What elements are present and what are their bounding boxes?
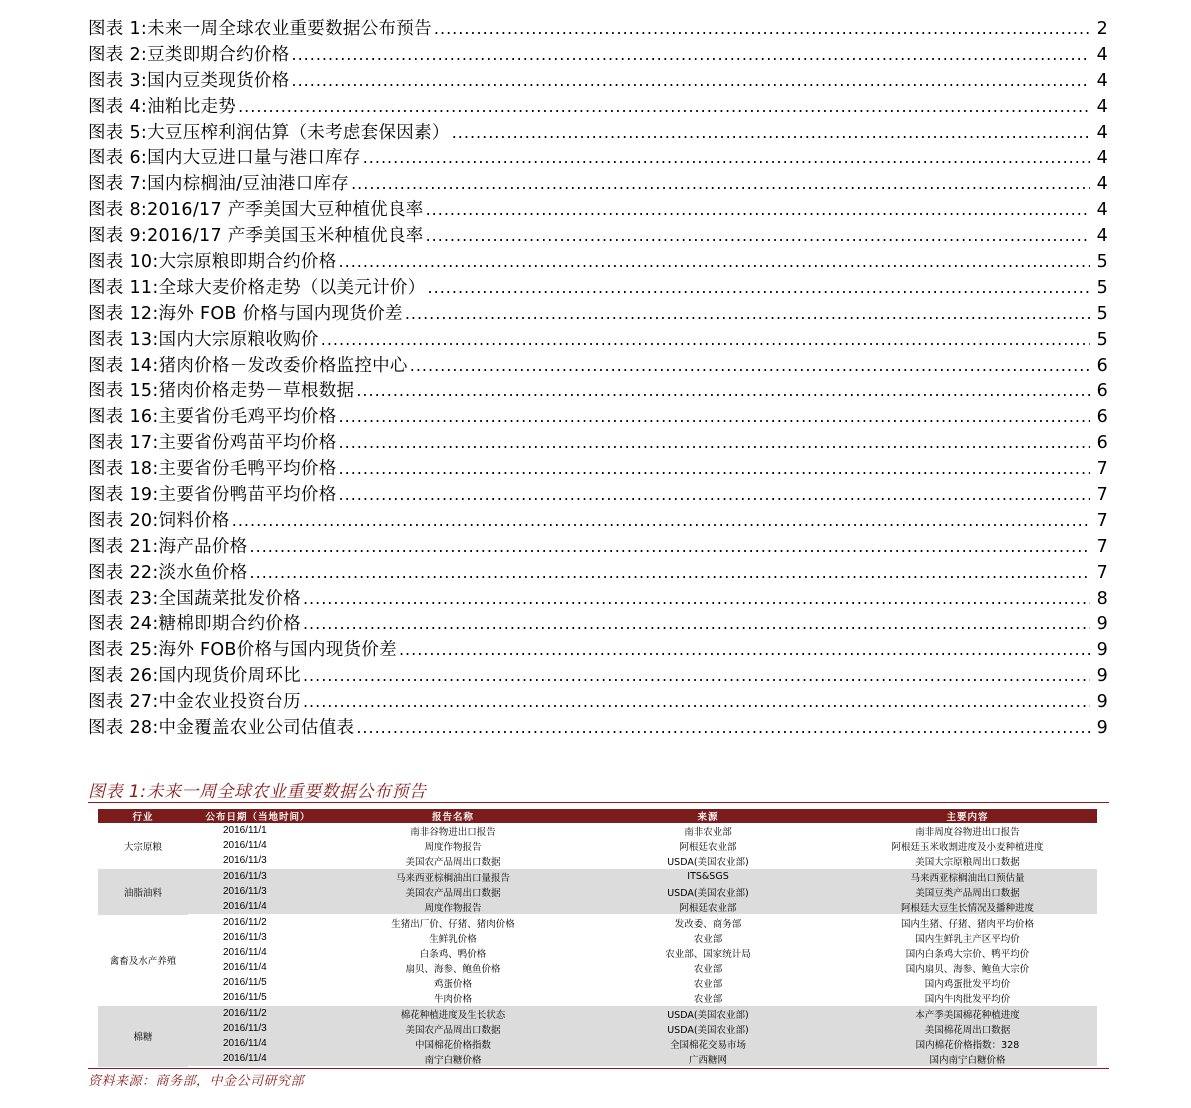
table-row (98, 945, 1097, 960)
date-cell: 2016/11/3 (188, 853, 328, 869)
source-cell: USDA(美国农业部) (578, 884, 838, 899)
toc-entry-label: 图表 2:豆类即期合约价格 (88, 44, 290, 65)
toc-entry-label: 图表 4:油粕比走势 (88, 96, 237, 117)
toc-dot-leader (250, 560, 1090, 586)
toc-entry[interactable] (88, 611, 1108, 637)
source-note: 资料来源：商务部，中金公司研究部 (88, 1074, 305, 1089)
content-cell: 国内牛肉批发平均价 (838, 990, 1097, 1006)
toc-entry-page: 7 (1096, 510, 1108, 531)
toc-dot-leader (321, 327, 1090, 353)
toc-entry-page: 4 (1096, 174, 1108, 195)
date-cell: 2016/11/2 (188, 915, 328, 931)
source-cell: 全国棉花交易市场 (578, 1036, 838, 1051)
toc-entry-page: 5 (1096, 303, 1108, 324)
content-cell: 马来西亚棕榈油出口预估量 (838, 869, 1097, 885)
report-cell: 棉花种植进度及生长状态 (328, 1006, 578, 1022)
table-row (98, 975, 1097, 990)
report-cell: 鸡蛋价格 (328, 975, 578, 990)
toc-dot-leader (339, 404, 1090, 430)
toc-dot-leader (238, 94, 1090, 120)
table-row (98, 915, 1097, 931)
toc-entry-page: 4 (1096, 44, 1108, 65)
source-cell: USDA(美国农业部) (578, 853, 838, 869)
toc-entry[interactable] (88, 508, 1108, 534)
toc-entry-page: 4 (1096, 96, 1108, 117)
toc-entry-label: 图表 6:国内大豆进口量与港口库存 (88, 148, 361, 169)
table-row (98, 823, 1097, 838)
toc-entry-page: 4 (1096, 200, 1108, 221)
toc-entry[interactable] (88, 637, 1108, 663)
toc-dot-leader (339, 456, 1090, 482)
source-cell: 发改委、商务部 (578, 915, 838, 931)
date-cell: 2016/11/4 (188, 960, 328, 975)
toc-entry-page: 9 (1096, 640, 1108, 661)
toc-entry[interactable] (88, 275, 1108, 301)
table-row (98, 960, 1097, 975)
toc-entry-label: 图表 12:海外 FOB 价格与国内现货价差 (88, 303, 403, 324)
report-cell: 南非谷物进出口报告 (328, 823, 578, 838)
date-cell: 2016/11/4 (188, 899, 328, 915)
toc-entry[interactable] (88, 353, 1108, 379)
content-cell: 国内扇贝、海参、鲍鱼大宗价 (838, 960, 1097, 975)
toc-entry[interactable] (88, 430, 1108, 456)
toc-dot-leader (292, 68, 1091, 94)
toc-entry[interactable] (88, 586, 1108, 612)
toc-entry-page: 7 (1096, 459, 1108, 480)
toc-entry-label: 图表 14:猪肉价格－发改委价格监控中心 (88, 355, 408, 376)
toc-dot-leader (303, 663, 1090, 689)
report-cell: 白条鸡、鸭价格 (328, 945, 578, 960)
toc-entry-page: 9 (1096, 666, 1108, 687)
content-cell: 国内白条鸡大宗价、鸭平均价 (838, 945, 1097, 960)
toc-entry[interactable] (88, 378, 1108, 404)
toc-entry-label: 图表 22:淡水鱼价格 (88, 562, 248, 583)
date-cell: 2016/11/4 (188, 1051, 328, 1067)
header-date: 公布日期（当地时间） (188, 809, 328, 823)
content-cell: 国内棉花价格指数：328 (838, 1036, 1097, 1051)
toc-entry-page: 6 (1096, 355, 1108, 376)
toc-entry-label: 图表 9:2016/17 产季美国玉米种植优良率 (88, 226, 424, 247)
toc-entry-label: 图表 19:主要省份鸭苗平均价格 (88, 485, 337, 506)
source-cell: 阿根廷农业部 (578, 838, 838, 853)
toc-entry-page: 7 (1096, 562, 1108, 583)
toc-entry-label: 图表 21:海产品价格 (88, 536, 248, 557)
table-row (98, 1051, 1097, 1067)
toc-entry[interactable] (88, 715, 1108, 741)
toc-dot-leader (292, 42, 1091, 68)
table-of-figures (88, 16, 1108, 741)
toc-entry[interactable] (88, 120, 1108, 146)
table-header-row (98, 809, 1097, 823)
table-row (98, 884, 1097, 899)
toc-entry-label: 图表 25:海外 FOB价格与国内现货价差 (88, 640, 397, 661)
toc-entry-label: 图表 27:中金农业投资台历 (88, 692, 301, 713)
date-cell: 2016/11/3 (188, 1021, 328, 1036)
table-row (98, 869, 1097, 885)
toc-entry[interactable] (88, 94, 1108, 120)
toc-entry[interactable] (88, 171, 1108, 197)
toc-entry[interactable] (88, 327, 1108, 353)
toc-entry[interactable] (88, 301, 1108, 327)
header-content: 主要内容 (838, 809, 1097, 823)
table-row (98, 1006, 1097, 1022)
table-row (98, 990, 1097, 1006)
toc-entry-label: 图表 7:国内棕榈油/豆油港口库存 (88, 174, 350, 195)
date-cell: 2016/11/3 (188, 869, 328, 885)
content-cell: 国内鸡蛋批发平均价 (838, 975, 1097, 990)
toc-dot-leader (426, 197, 1090, 223)
toc-entry-label: 图表 23:全国蔬菜批发价格 (88, 588, 301, 609)
toc-dot-leader (303, 611, 1090, 637)
toc-entry[interactable] (88, 197, 1108, 223)
report-cell: 牛肉价格 (328, 990, 578, 1006)
date-cell: 2016/11/4 (188, 1036, 328, 1051)
source-cell: 农业部 (578, 960, 838, 975)
toc-entry-page: 2 (1096, 19, 1108, 39)
toc-entry-page: 5 (1096, 252, 1108, 273)
toc-entry-page: 5 (1096, 277, 1108, 298)
toc-entry-label: 图表 15:猪肉价格走势－草根数据 (88, 381, 355, 402)
toc-entry-page: 4 (1096, 148, 1108, 169)
toc-entry[interactable] (88, 249, 1108, 275)
industry-cell: 大宗原粮 (98, 823, 188, 869)
toc-entry-label: 图表 20:饲料价格 (88, 510, 230, 531)
toc-dot-leader (339, 482, 1090, 508)
source-cell: 农业部、国家统计局 (578, 945, 838, 960)
toc-entry-label: 图表 16:主要省份毛鸡平均价格 (88, 407, 337, 428)
content-cell: 美国豆类产品周出口数据 (838, 884, 1097, 899)
content-cell: 美国棉花周出口数据 (838, 1021, 1097, 1036)
toc-entry[interactable] (88, 689, 1108, 715)
toc-dot-leader (356, 715, 1090, 741)
report-cell: 扇贝、海参、鲍鱼价格 (328, 960, 578, 975)
content-cell: 国内生猪、仔猪、猪肉平均价格 (838, 915, 1097, 931)
toc-entry[interactable] (88, 663, 1108, 689)
source-cell: USDA(美国农业部) (578, 1021, 838, 1036)
toc-entry-label: 图表 11:全球大麦价格走势（以美元计价） (88, 277, 426, 298)
toc-dot-leader (434, 16, 1090, 42)
date-cell: 2016/11/3 (188, 884, 328, 899)
toc-dot-leader (363, 145, 1090, 171)
report-cell: 马来西亚棕榈油出口量报告 (328, 869, 578, 885)
toc-dot-leader (426, 223, 1090, 249)
content-cell: 美国大宗原粮周出口数据 (838, 853, 1097, 869)
content-cell: 国内南宁白糖价格 (838, 1051, 1097, 1067)
toc-entry-label: 图表 8:2016/17 产季美国大豆种植优良率 (88, 200, 424, 221)
report-cell: 生猪出厂价、仔猪、猪肉价格 (328, 915, 578, 931)
toc-entry[interactable] (88, 534, 1108, 560)
toc-entry-label: 图表 5:大豆压榨利润估算（未考虑套保因素） (88, 122, 450, 143)
content-cell: 南非周度谷物进出口报告 (838, 823, 1097, 838)
table-row (98, 899, 1097, 915)
toc-entry-page: 4 (1096, 122, 1108, 143)
toc-entry-label: 图表 28:中金覆盖农业公司估值表 (88, 718, 355, 739)
content-cell: 阿根廷大豆生长情况及播种进度 (838, 899, 1097, 915)
toc-entry-page: 6 (1096, 407, 1108, 428)
content-cell: 阿根廷玉米收割进度及小麦种植进度 (838, 838, 1097, 853)
toc-dot-leader (356, 378, 1090, 404)
toc-entry-label: 图表 26:国内现货价周环比 (88, 666, 301, 687)
report-cell: 美国农产品周出口数据 (328, 1021, 578, 1036)
toc-dot-leader (232, 508, 1090, 534)
source-cell: 农业部 (578, 975, 838, 990)
report-cell: 中国棉花价格指数 (328, 1036, 578, 1051)
table-row (98, 838, 1097, 853)
source-cell: 农业部 (578, 930, 838, 945)
toc-entry-label: 图表 13:国内大宗原粮收购价 (88, 329, 319, 350)
toc-entry-page: 5 (1096, 329, 1108, 350)
toc-entry-label: 图表 24:糖棉即期合约价格 (88, 614, 301, 635)
date-cell: 2016/11/5 (188, 990, 328, 1006)
table-row (98, 853, 1097, 869)
source-cell: ITS&SGS (578, 869, 838, 885)
content-cell: 本产季美国棉花种植进度 (838, 1006, 1097, 1022)
industry-cell: 禽畜及水产养殖 (98, 915, 188, 1006)
toc-dot-leader (250, 534, 1090, 560)
report-cell: 南宁白糖价格 (328, 1051, 578, 1067)
toc-entry-page: 6 (1096, 433, 1108, 454)
toc-dot-leader (452, 120, 1090, 146)
toc-entry[interactable] (88, 456, 1108, 482)
toc-entry[interactable] (88, 482, 1108, 508)
toc-entry[interactable] (88, 145, 1108, 171)
date-cell: 2016/11/3 (188, 930, 328, 945)
toc-dot-leader (410, 353, 1090, 379)
date-cell: 2016/11/5 (188, 975, 328, 990)
toc-entry-page: 8 (1096, 588, 1108, 609)
report-cell: 生鲜乳价格 (328, 930, 578, 945)
table-row (98, 930, 1097, 945)
toc-dot-leader (428, 275, 1090, 301)
toc-entry[interactable] (88, 560, 1108, 586)
toc-entry[interactable] (88, 404, 1108, 430)
toc-entry-label: 图表 18:主要省份毛鸭平均价格 (88, 459, 337, 480)
source-cell: 广西糖网 (578, 1051, 838, 1067)
date-cell: 2016/11/2 (188, 1006, 328, 1022)
industry-cell: 油脂油料 (98, 869, 188, 915)
table-row (98, 1021, 1097, 1036)
date-cell: 2016/11/4 (188, 945, 328, 960)
toc-entry-page: 9 (1096, 614, 1108, 635)
content-cell: 国内生鲜乳主产区平均价 (838, 930, 1097, 945)
date-cell: 2016/11/4 (188, 838, 328, 853)
toc-entry-page: 4 (1096, 226, 1108, 247)
toc-dot-leader (303, 586, 1090, 612)
header-industry: 行业 (98, 809, 188, 823)
source-cell: 阿根廷农业部 (578, 899, 838, 915)
toc-entry[interactable] (88, 16, 1108, 42)
figure-caption: 图表 1:未来一周全球农业重要数据公布预告 (88, 782, 427, 802)
industry-cell: 棉糖 (98, 1006, 188, 1067)
toc-entry[interactable] (88, 42, 1108, 68)
source-cell: 农业部 (578, 990, 838, 1006)
data-release-table (98, 809, 1097, 1067)
date-cell: 2016/11/1 (188, 823, 328, 838)
toc-dot-leader (303, 689, 1090, 715)
header-report: 报告名称 (328, 809, 578, 823)
source-rule (88, 1068, 1109, 1069)
caption-rule (88, 802, 1109, 803)
toc-entry[interactable] (88, 223, 1108, 249)
toc-entry-page: 6 (1096, 381, 1108, 402)
toc-entry-label: 图表 1:未来一周全球农业重要数据公布预告 (88, 19, 432, 39)
header-source: 来源 (578, 809, 838, 823)
toc-dot-leader (399, 637, 1090, 663)
toc-entry-page: 4 (1096, 70, 1108, 91)
source-cell: 南非农业部 (578, 823, 838, 838)
report-cell: 美国农产品周出口数据 (328, 884, 578, 899)
toc-entry-label: 图表 10:大宗原粮即期合约价格 (88, 252, 337, 273)
toc-dot-leader (339, 430, 1090, 456)
toc-dot-leader (405, 301, 1090, 327)
report-cell: 周度作物报告 (328, 838, 578, 853)
toc-entry-page: 9 (1096, 718, 1108, 739)
toc-entry-page: 9 (1096, 692, 1108, 713)
toc-entry-page: 7 (1096, 536, 1108, 557)
toc-entry[interactable] (88, 68, 1108, 94)
table-row (98, 1036, 1097, 1051)
toc-dot-leader (351, 171, 1090, 197)
report-cell: 美国农产品周出口数据 (328, 853, 578, 869)
report-cell: 周度作物报告 (328, 899, 578, 915)
toc-entry-label: 图表 3:国内豆类现货价格 (88, 70, 290, 91)
toc-dot-leader (339, 249, 1090, 275)
toc-entry-label: 图表 17:主要省份鸡苗平均价格 (88, 433, 337, 454)
source-cell: USDA(美国农业部) (578, 1006, 838, 1022)
toc-entry-page: 7 (1096, 485, 1108, 506)
